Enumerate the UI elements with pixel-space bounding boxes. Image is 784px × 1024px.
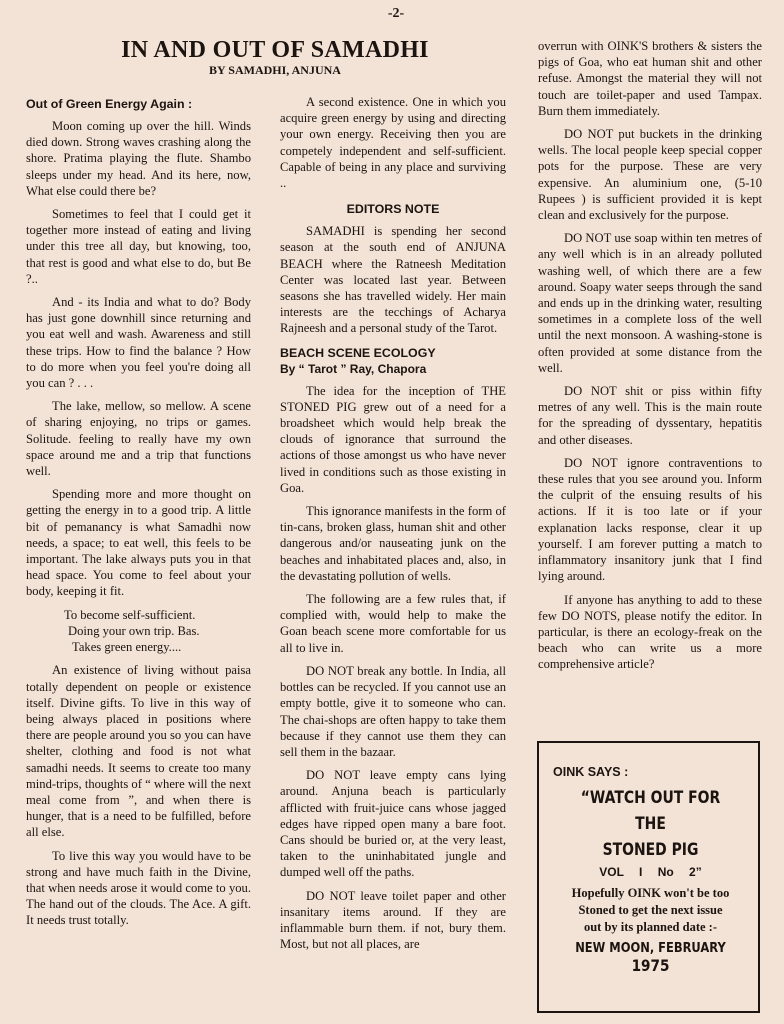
page-number: -2- [387, 6, 405, 21]
paragraph: The lake, mellow, so mellow. A scene of sharing enjoying, no trips or games. Solitude. feeling to really have my own space around me and a trip that functions well. [26, 399, 251, 479]
paragraph: Moon coming up over the hill. Winds died down. Strong waves crashing along the shore. Pratima playing the flute. Shambo sleeps under my head. And its here, now, What else could there be? [26, 119, 251, 198]
verse-line: To become self-sufficient. [64, 607, 196, 622]
editors-note: SAMADHI is spending her second season at the south end of ANJUNA BEACH where the Ratneesh Meditation Center was located last year. Between seasons she has travelled widely. Her main interests are the tecchings of Acharya Rajneesh and a personal study of the Tarot. [280, 224, 506, 336]
verse [64, 607, 251, 656]
paragraph: DO NOT use soap within ten metres of any well which is in an already polluted washing well, of which there are a few around. Soapy water seeps through the sand and ends up in the drinking water, resulting sometimes in a complete loss of the well until the next monsoon. A washing-stone is often provided at some distance from the well. [538, 231, 762, 375]
oink-note-1: Hopefully OINK won't be too [571, 886, 730, 900]
paragraph: And - its India and what to do? Body has just gone downhill since returning and you eat well and wash. Awareness and still these trips. How to find the balance ? How to do more when you feel you're doing all you can ? . . . [26, 295, 251, 391]
paragraph: DO NOT leave empty cans lying around. Anjuna beach is particularly afflicted with fruit-juice cans whose jagged edges have ripped open many a bare foot. Cans should be buried or, at the very least, taken to the uninhabitated jungle and dumped well off the paths. [280, 768, 506, 880]
paragraph: DO NOT ignore contraventions to these rules that you see around you. Inform the culprit of the ensuing results of his actions. If it is too late or if your explanation lacks response, clear it up yourself. I am forever putting a match to inflammatory insanitory junk that I find lying around. [538, 455, 762, 584]
paragraph: overrun with OINK'S brothers & sisters the pigs of Goa, who eat human shit and other refuse. Amongst the material they will not touch are toilet-paper and used Tampax. Burn them immediately. [538, 39, 762, 118]
oink-label: OINK SAYS : [553, 765, 629, 779]
volume-number: VOL I [599, 865, 643, 879]
verse-line: Takes green energy.... [72, 640, 182, 655]
next-issue-date: NEW MOON, FEBRUARY [575, 940, 726, 956]
paragraph: To live this way you would have to be strong and have much faith in the Divine, that when needs arose it would come to you. The hand out of the clouds. The Ace. A gift. It needs trust totally. [26, 848, 251, 928]
issue-number: No 2” [657, 865, 702, 879]
paragraph: A second existence. One in which you acquire green energy by using and directing your own energy. Receiving then you are competely independent and self-sufficient. Capable of being in any place and surviving .. [280, 95, 506, 191]
paragraph: The following are a few rules that, if complied with, would help to make the Goan beach scene more comfortable for us all to live in. [280, 592, 506, 655]
oink-volume [553, 865, 748, 879]
column-2 [280, 94, 506, 959]
paragraph: DO NOT break any bottle. In India, all bottles can be recycled. If you cannot use an empty bottle, give it to someone who can. The chai-shops are often happy to take them because if they cannot use them they can sell them in the bazaar. [280, 663, 506, 759]
oink-note-3: out by its planned date :- [583, 920, 717, 934]
column-3 [538, 38, 762, 680]
section-heading: Out of Green Energy Again : [26, 97, 193, 111]
paragraph: This ignorance manifests in the form of tin-cans, broken glass, human shit and other dangerous and/or nauseating junk on the beaches and inhabitated places and, also, in the devastating pollution of wells. [280, 504, 506, 583]
paragraph: An existence of living without paisa totally dependent on people or existence itself. Divine gifts. To live in this way of being always placed in positions where there are people around you so you can have shelter, clothing and food is not what samadhi needs. It seems to create too many mind-trips, thoughts of “ where will the next meal come from ”, and when there is hunger, that is a need to be fulfilled, before all else. [26, 663, 251, 840]
paragraph: Sometimes to feel that I could get it together more instead of eating and living under this tree all day, but knowing, too, that rest is good and what else to do, but Be ?.. [26, 207, 251, 286]
verse-line: Doing your own trip. Bas. [68, 623, 200, 638]
paragraph: Spending more and more thought on getting the energy in to a good trip. A little bit of pemanancy is what Samadhi now needs, a space; to eat well, this feels to be important. The lake always puts you in that head space. You come to feel about your body, keeping it fit. [26, 487, 251, 599]
oink-says-box [537, 741, 760, 1013]
oink-headline-1: “WATCH OUT FOR [580, 788, 721, 808]
article-byline: BY SAMADHI, ANJUNA [209, 63, 341, 77]
paragraph: DO NOT shit or piss within fifty metres of any well. This is the main route for the spreading of dyssentary, hepatitis and other diseases. [538, 384, 762, 447]
article-title: IN AND OUT OF SAMADHI [121, 37, 429, 63]
paragraph: The idea for the inception of THE STONED PIG grew out of a need for a broadsheet which would help break the clouds of ignorance that surround the actions of those amongst us who have never lived in conditions such as those existing in Goa. [280, 383, 506, 495]
beach-ecology-heading [280, 345, 506, 377]
oink-headline-2: THE [635, 814, 666, 834]
next-issue-year: 1975 [631, 956, 670, 975]
oink-headline-3: STONED PIG [602, 840, 699, 860]
paragraph: If anyone has anything to add to these few DO NOTS, please notify the editor. In particular, is there an ecology-freak on the beach who can write us a more comprehensive article? [538, 592, 762, 672]
column-1 [26, 96, 251, 936]
paragraph: DO NOT leave toilet paper and other insanitary items around. If they are inflammable burn them. if not, bury them. Most, but not all places, are [280, 888, 506, 952]
oink-note-2: Stoned to get the next issue [578, 903, 723, 917]
editors-note-heading: EDITORS NOTE [346, 202, 440, 217]
beach-ecology-byline: By “ Tarot ” Ray, Chapora [280, 361, 427, 376]
beach-ecology-title: BEACH SCENE ECOLOGY [280, 345, 436, 360]
paragraph: DO NOT put buckets in the drinking wells. The local people keep special copper pots for the purpose. These are very expensive. An aluminium one, (5-10 Rupees ) is sufficient provided it is kept clean and exclusively for the purpose. [538, 127, 762, 223]
